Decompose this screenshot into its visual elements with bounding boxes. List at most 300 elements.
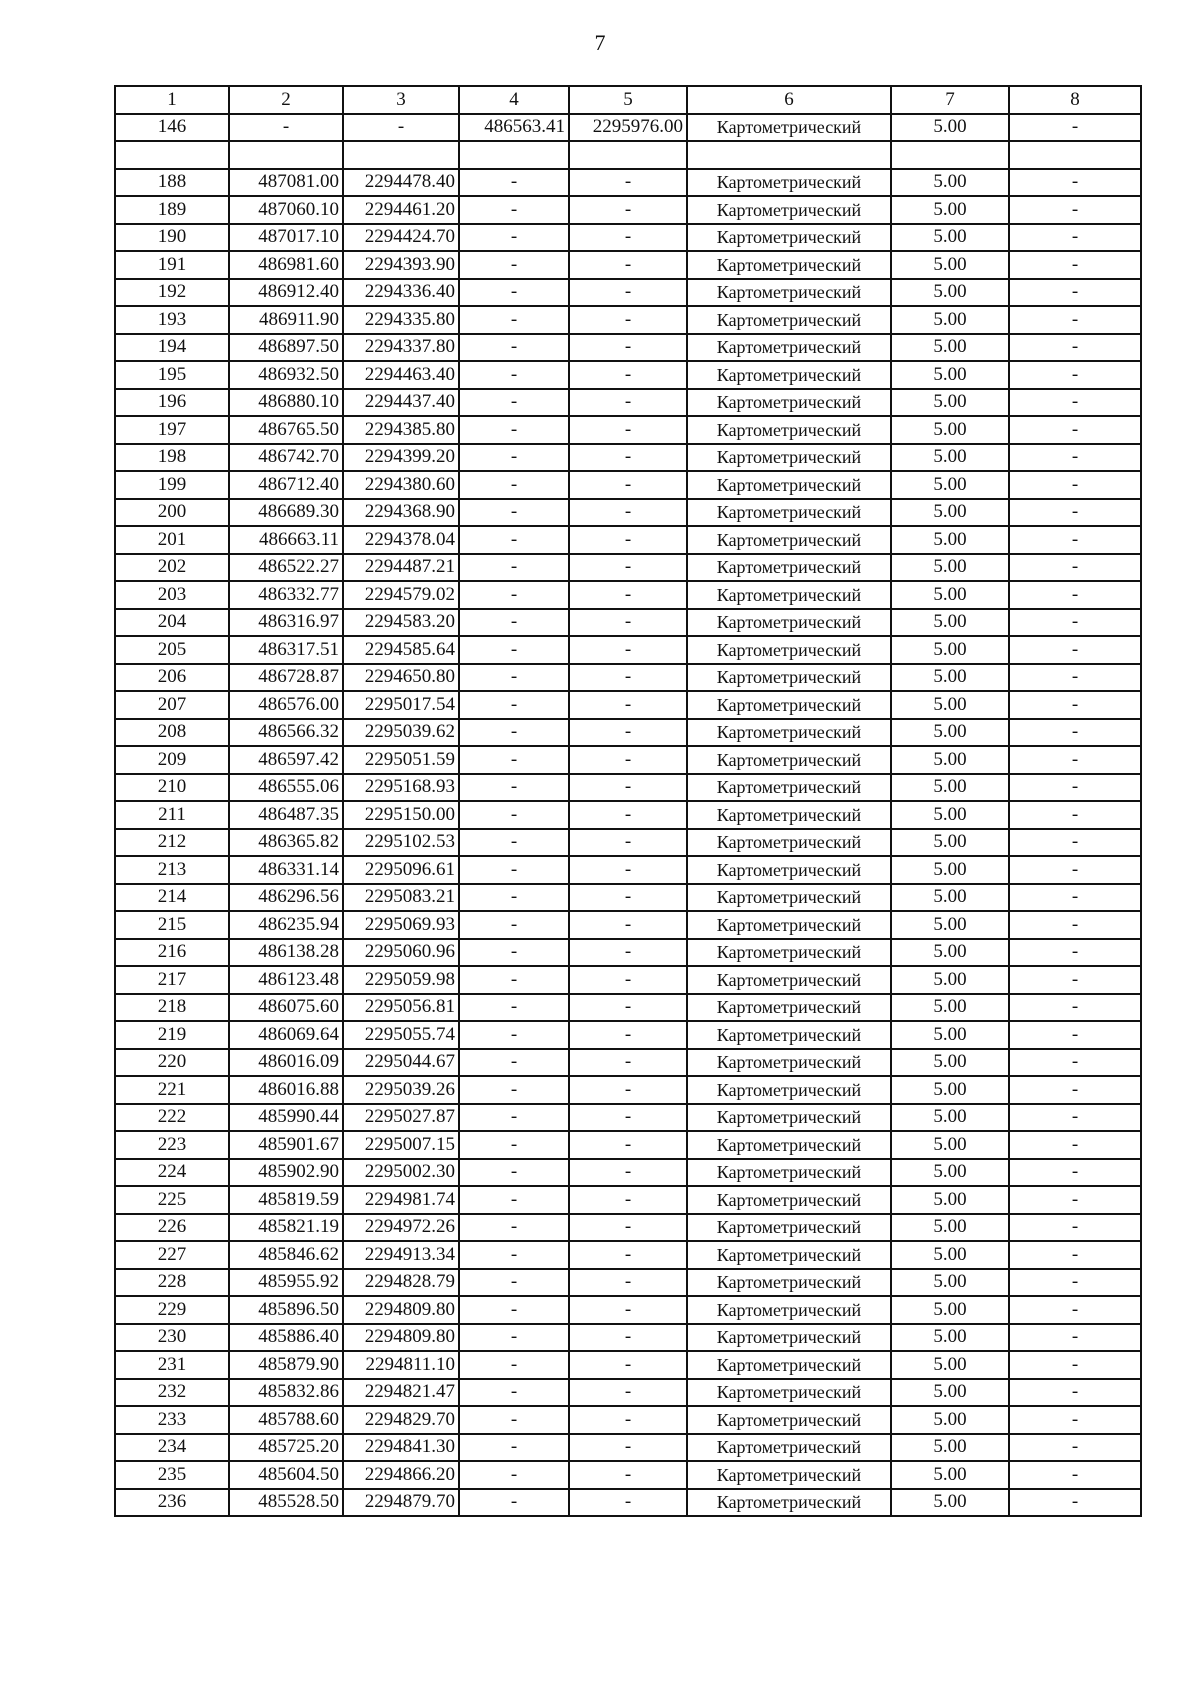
table-cell: - [459, 966, 569, 994]
table-cell: - [459, 1434, 569, 1462]
table-cell: - [1009, 829, 1141, 857]
table-cell: 5.00 [891, 1214, 1009, 1242]
table-cell: Картометрический [687, 416, 891, 444]
table-cell: 5.00 [891, 856, 1009, 884]
table-cell: 2294913.34 [343, 1241, 459, 1269]
table-cell: - [1009, 1351, 1141, 1379]
table-cell: - [1009, 499, 1141, 527]
table-cell [687, 141, 891, 169]
table-cell: 486897.50 [229, 334, 343, 362]
table-cell: - [569, 1214, 687, 1242]
table-cell: - [1009, 196, 1141, 224]
table-cell: 220 [115, 1049, 229, 1077]
table-cell: - [459, 1489, 569, 1517]
table-cell: Картометрический [687, 966, 891, 994]
table-cell: - [1009, 554, 1141, 582]
table-cell: - [569, 801, 687, 829]
table-cell: 236 [115, 1489, 229, 1517]
table-cell: 485788.60 [229, 1406, 343, 1434]
table-cell: - [459, 829, 569, 857]
table-cell: 5.00 [891, 719, 1009, 747]
table-cell: Картометрический [687, 1489, 891, 1517]
table-cell: - [1009, 114, 1141, 142]
table-cell: - [569, 1379, 687, 1407]
table-cell: 212 [115, 829, 229, 857]
table-cell: - [1009, 1406, 1141, 1434]
table-cell: 485528.50 [229, 1489, 343, 1517]
table-cell: 2295017.54 [343, 691, 459, 719]
table-cell: 486016.88 [229, 1076, 343, 1104]
table-row [115, 691, 1141, 719]
table-cell: 487081.00 [229, 169, 343, 197]
table-cell: 486296.56 [229, 884, 343, 912]
table-cell: Картометрический [687, 1351, 891, 1379]
table-cell: - [459, 1186, 569, 1214]
table-row [115, 1434, 1141, 1462]
table-cell: 209 [115, 746, 229, 774]
table-cell: 5.00 [891, 251, 1009, 279]
table-cell: 5.00 [891, 224, 1009, 252]
table-cell: 201 [115, 526, 229, 554]
table-cell: - [459, 1214, 569, 1242]
table-cell: 2294463.40 [343, 361, 459, 389]
table-cell: 224 [115, 1159, 229, 1187]
table-cell: - [1009, 691, 1141, 719]
table-cell: - [459, 994, 569, 1022]
table-cell: 486663.11 [229, 526, 343, 554]
table-cell: - [1009, 581, 1141, 609]
coordinates-table [114, 85, 1142, 1517]
table-cell: - [459, 279, 569, 307]
table-cell: - [459, 1406, 569, 1434]
table-cell: 228 [115, 1269, 229, 1297]
table-cell: 5.00 [891, 1131, 1009, 1159]
table-row [115, 994, 1141, 1022]
table-cell: - [569, 719, 687, 747]
table-cell: 485879.90 [229, 1351, 343, 1379]
table-row [115, 636, 1141, 664]
table-cell: Картометрический [687, 499, 891, 527]
table-cell: - [459, 471, 569, 499]
table-cell: - [459, 774, 569, 802]
table-cell: - [569, 664, 687, 692]
table-cell: Картометрический [687, 829, 891, 857]
table-cell: Картометрический [687, 361, 891, 389]
table-cell: - [1009, 1131, 1141, 1159]
table-cell: - [569, 829, 687, 857]
table-cell: - [1009, 334, 1141, 362]
table-cell: - [459, 664, 569, 692]
table-row [115, 939, 1141, 967]
table-cell: 2295150.00 [343, 801, 459, 829]
table-cell: 5.00 [891, 416, 1009, 444]
table-cell: 2294866.20 [343, 1461, 459, 1489]
table-cell: 2295976.00 [569, 114, 687, 142]
table-cell: - [1009, 664, 1141, 692]
table-cell: - [459, 526, 569, 554]
table-cell: 2295056.81 [343, 994, 459, 1022]
table-cell: - [1009, 939, 1141, 967]
table-row [115, 1159, 1141, 1187]
table-cell: - [459, 609, 569, 637]
table-cell: 5.00 [891, 1296, 1009, 1324]
table-cell: - [569, 224, 687, 252]
table-cell: - [459, 1324, 569, 1352]
table-cell: - [1009, 169, 1141, 197]
table-cell: - [1009, 719, 1141, 747]
table-cell: 226 [115, 1214, 229, 1242]
table-cell: - [459, 334, 569, 362]
table-cell: - [569, 1461, 687, 1489]
table-cell: Картометрический [687, 1159, 891, 1187]
table-cell: 2295168.93 [343, 774, 459, 802]
table-cell: Картометрический [687, 1406, 891, 1434]
table-row [115, 966, 1141, 994]
table-cell: - [459, 636, 569, 664]
table-row [115, 554, 1141, 582]
table-cell: 233 [115, 1406, 229, 1434]
table-row [115, 224, 1141, 252]
table-row [115, 114, 1141, 142]
table-cell: 2294437.40 [343, 389, 459, 417]
table-cell: 486689.30 [229, 499, 343, 527]
table-cell: - [1009, 1324, 1141, 1352]
table-cell: - [1009, 361, 1141, 389]
table-cell: 227 [115, 1241, 229, 1269]
table-cell: 5.00 [891, 389, 1009, 417]
table-header [115, 86, 1141, 114]
table-row [115, 884, 1141, 912]
table-cell: 5.00 [891, 1241, 1009, 1269]
table-cell: - [1009, 1049, 1141, 1077]
table-cell: 485902.90 [229, 1159, 343, 1187]
table-cell: 5.00 [891, 911, 1009, 939]
table-cell: - [459, 1104, 569, 1132]
table-cell: - [459, 169, 569, 197]
table-row [115, 1461, 1141, 1489]
table-cell: - [569, 471, 687, 499]
table-cell: - [569, 361, 687, 389]
table-cell: Картометрический [687, 609, 891, 637]
table-cell: Картометрический [687, 444, 891, 472]
table-cell: - [1009, 279, 1141, 307]
table-cell: 5.00 [891, 1351, 1009, 1379]
table-row [115, 1076, 1141, 1104]
table-cell: 2295083.21 [343, 884, 459, 912]
table-cell: - [569, 774, 687, 802]
table-cell: 146 [115, 114, 229, 142]
table-cell: 485604.50 [229, 1461, 343, 1489]
table-row [115, 499, 1141, 527]
table-cell: 219 [115, 1021, 229, 1049]
table-cell: Картометрический [687, 526, 891, 554]
table-cell: 5.00 [891, 1269, 1009, 1297]
table-cell: 2295060.96 [343, 939, 459, 967]
table-row [115, 829, 1141, 857]
table-cell: - [1009, 526, 1141, 554]
table-cell: - [1009, 1434, 1141, 1462]
table-cell: - [1009, 1241, 1141, 1269]
table-cell: 211 [115, 801, 229, 829]
table-cell: 486487.35 [229, 801, 343, 829]
table-cell: - [1009, 416, 1141, 444]
table-cell: - [459, 1159, 569, 1187]
table-cell: - [459, 444, 569, 472]
table-cell: - [1009, 1269, 1141, 1297]
table-cell [459, 141, 569, 169]
table-cell: Картометрический [687, 169, 891, 197]
table-cell: - [459, 361, 569, 389]
table-cell: - [459, 1269, 569, 1297]
table-cell [1009, 141, 1141, 169]
table-cell: 485901.67 [229, 1131, 343, 1159]
table-cell: - [459, 1296, 569, 1324]
table-cell: 5.00 [891, 636, 1009, 664]
table-cell: 217 [115, 966, 229, 994]
table-cell: 5.00 [891, 1489, 1009, 1517]
table-cell: 204 [115, 609, 229, 637]
table-cell [569, 141, 687, 169]
table-cell: 486728.87 [229, 664, 343, 692]
table-cell: 486365.82 [229, 829, 343, 857]
table-cell: 485725.20 [229, 1434, 343, 1462]
table-cell: - [459, 939, 569, 967]
table-row [115, 361, 1141, 389]
table-cell: Картометрический [687, 334, 891, 362]
table-cell: Картометрический [687, 554, 891, 582]
table-cell: - [1009, 994, 1141, 1022]
table-cell: 486016.09 [229, 1049, 343, 1077]
table-cell: - [1009, 966, 1141, 994]
table-cell: Картометрический [687, 1186, 891, 1214]
table-cell: 486317.51 [229, 636, 343, 664]
table-cell [229, 141, 343, 169]
table-cell: 234 [115, 1434, 229, 1462]
table-cell: 2295055.74 [343, 1021, 459, 1049]
table-cell: 2294478.40 [343, 169, 459, 197]
table-row [115, 389, 1141, 417]
table-row [115, 526, 1141, 554]
table-cell: 215 [115, 911, 229, 939]
table-cell: - [459, 1351, 569, 1379]
table-cell: 5.00 [891, 499, 1009, 527]
table-cell: 2294487.21 [343, 554, 459, 582]
table-cell: 486765.50 [229, 416, 343, 444]
table-cell: - [459, 911, 569, 939]
table-cell: 485819.59 [229, 1186, 343, 1214]
table-cell: - [459, 856, 569, 884]
table-cell: - [569, 856, 687, 884]
table-cell: 2295069.93 [343, 911, 459, 939]
table-cell: 2295027.87 [343, 1104, 459, 1132]
table-cell: 2294337.80 [343, 334, 459, 362]
table-cell: 2294650.80 [343, 664, 459, 692]
table-cell: 202 [115, 554, 229, 582]
table-row [115, 1104, 1141, 1132]
table-cell: 189 [115, 196, 229, 224]
table-cell: - [1009, 251, 1141, 279]
table-cell: 486563.41 [459, 114, 569, 142]
table-row [115, 609, 1141, 637]
table-cell: - [1009, 636, 1141, 664]
table-cell: 230 [115, 1324, 229, 1352]
table-cell: Картометрический [687, 114, 891, 142]
table-cell: - [459, 719, 569, 747]
table-cell: Картометрический [687, 1434, 891, 1462]
table-row [115, 774, 1141, 802]
table-cell: 222 [115, 1104, 229, 1132]
table-cell: - [343, 114, 459, 142]
table-row [115, 1351, 1141, 1379]
table-row [115, 581, 1141, 609]
table-cell: - [569, 1489, 687, 1517]
table-cell: 486932.50 [229, 361, 343, 389]
table-cell: 486069.64 [229, 1021, 343, 1049]
table-cell: - [569, 966, 687, 994]
table-cell: Картометрический [687, 1049, 891, 1077]
table-cell: - [569, 1159, 687, 1187]
table-cell: 5.00 [891, 334, 1009, 362]
table-cell: 2294829.70 [343, 1406, 459, 1434]
table-cell: 2295039.26 [343, 1076, 459, 1104]
table-cell: Картометрический [687, 1296, 891, 1324]
table-cell: - [459, 801, 569, 829]
table-row [115, 1186, 1141, 1214]
table-row [115, 1489, 1141, 1517]
table-cell: 5.00 [891, 966, 1009, 994]
table-cell: - [569, 444, 687, 472]
table-cell: - [569, 1104, 687, 1132]
table-row [115, 196, 1141, 224]
table-cell: 207 [115, 691, 229, 719]
table-row [115, 1021, 1141, 1049]
table-cell: - [569, 389, 687, 417]
table-cell: 5.00 [891, 1186, 1009, 1214]
table-cell: 486712.40 [229, 471, 343, 499]
table-cell: - [1009, 1379, 1141, 1407]
table-cell: 486522.27 [229, 554, 343, 582]
table-row [115, 1049, 1141, 1077]
table-cell: 218 [115, 994, 229, 1022]
table-cell: 485832.86 [229, 1379, 343, 1407]
table-cell: - [569, 994, 687, 1022]
table-cell: - [569, 1186, 687, 1214]
table-cell: - [1009, 1489, 1141, 1517]
table-row [115, 856, 1141, 884]
table-cell: 205 [115, 636, 229, 664]
table-cell: 5.00 [891, 829, 1009, 857]
table-cell: 5.00 [891, 1406, 1009, 1434]
table-cell: Картометрический [687, 1324, 891, 1352]
table-cell: 5.00 [891, 581, 1009, 609]
table-cell: 5.00 [891, 1159, 1009, 1187]
table-cell: - [459, 1076, 569, 1104]
table-cell: - [1009, 746, 1141, 774]
table-cell: - [569, 609, 687, 637]
table-cell: 5.00 [891, 554, 1009, 582]
table-cell: - [459, 1241, 569, 1269]
table-cell: - [459, 1049, 569, 1077]
table-cell: 214 [115, 884, 229, 912]
table-cell: 5.00 [891, 774, 1009, 802]
table-cell: 223 [115, 1131, 229, 1159]
table-cell: 2294378.04 [343, 526, 459, 554]
table-cell: 5.00 [891, 306, 1009, 334]
table-row [115, 719, 1141, 747]
column-header: 7 [891, 86, 1009, 114]
table-cell: - [1009, 1296, 1141, 1324]
table-row [115, 334, 1141, 362]
table-row [115, 169, 1141, 197]
table-cell: - [459, 746, 569, 774]
table-cell [891, 141, 1009, 169]
table-cell: - [459, 1021, 569, 1049]
table-cell: 5.00 [891, 526, 1009, 554]
table-cell: 5.00 [891, 279, 1009, 307]
table-cell: 2294336.40 [343, 279, 459, 307]
table-cell: - [569, 939, 687, 967]
table-cell: 485886.40 [229, 1324, 343, 1352]
table-cell: - [569, 1241, 687, 1269]
table-cell: - [1009, 801, 1141, 829]
table-cell: 485990.44 [229, 1104, 343, 1132]
table-cell: Картометрический [687, 1461, 891, 1489]
table-cell: 486331.14 [229, 856, 343, 884]
table-row [115, 801, 1141, 829]
table-cell: 191 [115, 251, 229, 279]
table-row [115, 1241, 1141, 1269]
table-cell: 5.00 [891, 196, 1009, 224]
table-cell: 5.00 [891, 1461, 1009, 1489]
table-cell: - [1009, 471, 1141, 499]
table-cell: 210 [115, 774, 229, 802]
table-cell: - [459, 581, 569, 609]
table-cell: 486880.10 [229, 389, 343, 417]
table-cell: - [1009, 224, 1141, 252]
table-cell: 2294841.30 [343, 1434, 459, 1462]
table-cell: 2295044.67 [343, 1049, 459, 1077]
column-header: 1 [115, 86, 229, 114]
table-cell: 5.00 [891, 1324, 1009, 1352]
table-cell: Картометрический [687, 994, 891, 1022]
table-cell: 2294809.80 [343, 1324, 459, 1352]
table-cell: 194 [115, 334, 229, 362]
table-cell: Картометрический [687, 911, 891, 939]
table-row [115, 746, 1141, 774]
table-cell: - [1009, 884, 1141, 912]
table-cell: 5.00 [891, 114, 1009, 142]
column-header: 4 [459, 86, 569, 114]
table-cell: 487017.10 [229, 224, 343, 252]
table-cell: Картометрический [687, 636, 891, 664]
table-cell: 2294424.70 [343, 224, 459, 252]
table-cell: - [459, 196, 569, 224]
table-cell [343, 141, 459, 169]
table-cell: - [459, 251, 569, 279]
table-cell: - [569, 1269, 687, 1297]
table-row [115, 141, 1141, 169]
table-cell: Картометрический [687, 389, 891, 417]
table-cell: - [1009, 774, 1141, 802]
table-cell: - [459, 1461, 569, 1489]
table-row [115, 251, 1141, 279]
table-cell: Картометрический [687, 691, 891, 719]
table-row [115, 1379, 1141, 1407]
table-cell: 486742.70 [229, 444, 343, 472]
table-cell: 486332.77 [229, 581, 343, 609]
table-cell: Картометрический [687, 746, 891, 774]
table-cell: - [1009, 1214, 1141, 1242]
